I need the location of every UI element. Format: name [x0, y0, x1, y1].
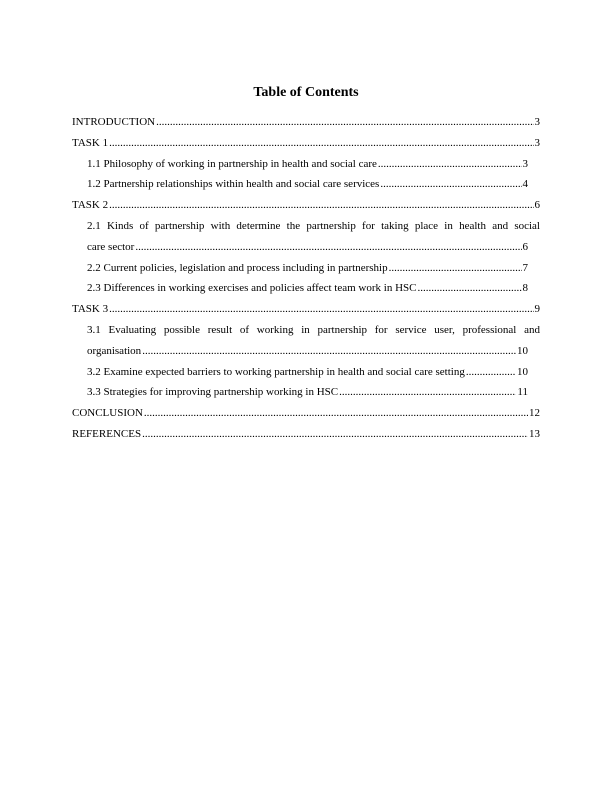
toc-page-number: 13 — [529, 427, 540, 440]
toc-page-number: 10 — [517, 344, 528, 357]
toc-entry-1-2[interactable] — [72, 174, 540, 195]
dot-leader — [378, 154, 522, 175]
dot-leader — [142, 424, 528, 445]
toc-page-number: 4 — [522, 178, 528, 191]
toc-entry-label: TASK 1 — [72, 136, 109, 149]
toc-entry-label: 1.1 Philosophy of working in partnership in health and social care — [87, 157, 377, 170]
toc-entry-conclusion[interactable] — [72, 403, 540, 424]
toc-entry-label: TASK 3 — [72, 303, 109, 316]
toc-page-number: 11 — [517, 386, 528, 399]
toc-entry-label: 2.3 Differences in working exercises and policies affect team work in HSC — [87, 282, 417, 295]
toc-entry-task-1[interactable] — [72, 133, 540, 154]
dot-leader — [418, 278, 522, 299]
toc-entry-3-3[interactable] — [72, 382, 540, 403]
dot-leader — [156, 112, 533, 133]
toc-entry-2-2[interactable] — [72, 258, 540, 279]
toc-entry-3-1[interactable] — [72, 320, 540, 362]
toc-entry-3-2[interactable] — [72, 362, 540, 383]
table-of-contents — [72, 112, 540, 445]
toc-entry-label: 2.2 Current policies, legislation and process including in partnership — [87, 261, 388, 274]
toc-title: Table of Contents — [253, 85, 359, 100]
toc-entry-label: REFERENCES — [72, 427, 142, 440]
toc-entry-label: 3.3 Strategies for improving partnership working in HSC — [87, 386, 339, 399]
toc-entry-label: CONCLUSION — [72, 407, 143, 420]
dot-leader — [142, 341, 516, 362]
toc-page-number: 10 — [517, 365, 528, 378]
dot-leader — [339, 382, 516, 403]
toc-entry-task-2[interactable] — [72, 195, 540, 216]
toc-entry-label-line1: 2.1 Kinds of partnership with determine the partnership for taking place in health and social — [87, 219, 540, 232]
toc-page-number: 3 — [534, 136, 540, 149]
toc-page-number: 12 — [529, 407, 540, 420]
toc-entry-references[interactable] — [72, 424, 540, 445]
toc-page-number: 3 — [522, 157, 528, 170]
toc-entry-label-line1: 3.1 Evaluating possible result of working in partnership for service user, professional and — [87, 323, 540, 336]
dot-leader — [144, 403, 528, 424]
dot-leader — [109, 133, 533, 154]
toc-entry-2-1[interactable] — [72, 216, 540, 258]
toc-entry-2-3[interactable] — [72, 278, 540, 299]
dot-leader — [135, 237, 521, 258]
dot-leader — [109, 195, 533, 216]
toc-page-number: 3 — [534, 116, 540, 128]
toc-entry-label: 3.2 Examine expected barriers to working partnership in health and social care setting — [87, 365, 465, 378]
toc-entry-1-1[interactable] — [72, 154, 540, 175]
toc-page-number: 9 — [534, 303, 540, 316]
toc-entry-label: 1.2 Partnership relationships within health and social care services — [87, 178, 380, 191]
toc-entry-label: INTRODUCTION — [72, 116, 156, 128]
toc-page-number: 8 — [522, 282, 528, 295]
toc-entry-introduction[interactable] — [72, 112, 540, 133]
dot-leader — [389, 258, 522, 279]
toc-entry-label: TASK 2 — [72, 199, 109, 212]
dot-leader — [380, 174, 521, 195]
dot-leader — [466, 362, 516, 383]
dot-leader — [109, 299, 533, 320]
toc-entry-task-3[interactable] — [72, 299, 540, 320]
toc-page-number: 6 — [522, 240, 528, 253]
toc-page-number: 6 — [534, 199, 540, 212]
toc-entry-label-line2: organisation — [87, 344, 142, 357]
toc-entry-label-line2: care sector — [87, 240, 135, 253]
toc-page-number: 7 — [522, 261, 528, 274]
